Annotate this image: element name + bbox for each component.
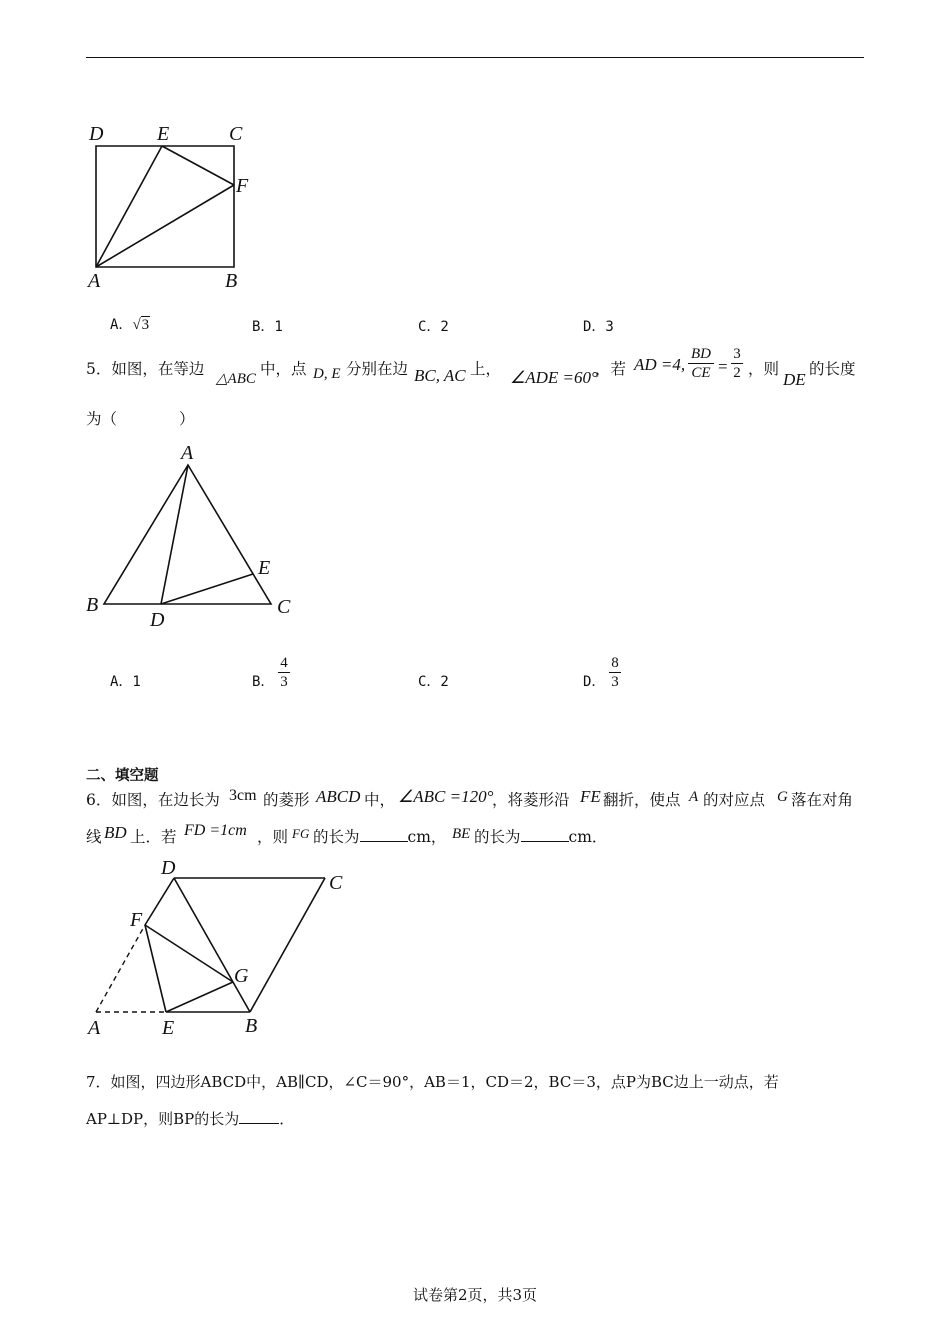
q5-ad-expr: AD =4, (634, 355, 686, 374)
q6-fe: FE (580, 787, 601, 806)
q6-fd-expr: FD =1cm (184, 822, 247, 839)
label-a: A (88, 1017, 101, 1039)
q6-text-7: 上．若 (130, 828, 177, 846)
label-e: E (157, 123, 170, 145)
q6-fg-blank[interactable] (360, 827, 408, 842)
label-a: A (181, 442, 194, 464)
q5-tri-abc: △ABC (216, 371, 256, 387)
q6-g: G (777, 789, 788, 805)
rect-abcd (96, 146, 234, 267)
q5-text-zhong: 中，点 (260, 360, 307, 378)
q4-option-a: A．√3 (110, 317, 150, 333)
q6-angle: ∠ABC =120° (398, 787, 494, 806)
figure-rhombus (82, 852, 352, 1042)
seg-fe (145, 925, 166, 1012)
q6-text-6: 落在对角 (791, 791, 854, 809)
seg-cb (250, 878, 325, 1012)
label-e: E (258, 557, 271, 579)
q5-de-var: DE (783, 370, 806, 389)
q5-text-ze: ，则 (748, 360, 780, 378)
q5-equals: = (718, 357, 728, 376)
figure-equilateral-triangle (80, 440, 310, 630)
q5-text-fenbie: 分别在边 (346, 360, 409, 378)
label-d: D (161, 857, 176, 879)
figure-rectangle (80, 118, 270, 298)
q5-fraction-3-2: 3 2 (731, 346, 743, 381)
label-c: C (229, 123, 243, 145)
q6-a: A (689, 789, 699, 805)
q6-be: BE (452, 826, 471, 842)
label-d: D (150, 609, 165, 630)
q7-line2: AP⊥DP，则BP的长为 ． (86, 1110, 295, 1128)
q5-text-ruo: ，若 (595, 360, 627, 378)
q5-option-c: C．2 (418, 674, 449, 690)
q6-text-4: 翻折，使点 (603, 791, 681, 809)
q5-angle-expr: ∠ADE =60° (510, 368, 598, 387)
q5-sides: BC, AC (414, 366, 466, 385)
header-rule (86, 57, 864, 58)
q6-fg: FG (292, 826, 310, 841)
q5-line2: 为（ ） (86, 410, 195, 428)
seg-af (96, 185, 234, 267)
label-b: B (225, 270, 238, 292)
q5-option-a: A．1 (110, 674, 141, 690)
q6-side-len: 3cm (229, 787, 257, 804)
page-footer: 试卷第2页，共3页 (412, 1286, 538, 1304)
q6-abcd: ABCD (316, 787, 361, 806)
seg-df (145, 878, 174, 925)
q4-option-a-radicand: 3 (141, 317, 150, 333)
q5-option-d: D． (583, 674, 606, 690)
q5-text-tail: 的长度 (809, 360, 856, 378)
label-f: F (236, 175, 249, 197)
triangle-abc (104, 465, 271, 604)
label-g: G (234, 965, 249, 987)
label-c: C (329, 872, 343, 894)
seg-ge (166, 982, 233, 1012)
label-d: D (89, 123, 104, 145)
q6-lead: 6．如图，在边长为 (86, 791, 220, 809)
q4-option-b: B．1 (252, 319, 283, 335)
q5-option-d-fraction: 8 3 (609, 655, 621, 690)
q6-be-blank[interactable] (521, 827, 569, 842)
q5-option-b: B． (252, 674, 275, 690)
seg-af-dashed (96, 925, 145, 1012)
q6-be-answer: 的长为 cm． (474, 828, 608, 846)
q5-points-de: D, E (313, 366, 341, 382)
q6-text-1: 的菱形 (263, 791, 310, 809)
q5-option-b-fraction: 4 3 (278, 655, 290, 690)
q6-fg-answer: 的长为 cm， (313, 828, 447, 846)
label-b: B (86, 594, 99, 616)
seg-de (161, 574, 253, 604)
seg-ef (162, 146, 234, 185)
q6-text-3: ，将菱形沿 (492, 791, 570, 809)
q4-option-d: D．3 (583, 319, 614, 335)
q7-line1: 7．如图，四边形ABCD中，AB∥CD，∠C＝90°，AB＝1，CD＝2，BC＝3，点P为BC边上一动点，若 (86, 1073, 779, 1091)
section-title-fill-in: 二、填空题 (86, 768, 159, 784)
q6-text-2: 中， (364, 791, 396, 809)
q6-text-line2-lead: 线 (86, 828, 102, 846)
label-a: A (88, 270, 101, 292)
q6-text-5: 的对应点 (703, 791, 766, 809)
label-c: C (277, 596, 291, 618)
label-e: E (162, 1017, 175, 1039)
q5-text-shang: 上， (470, 360, 502, 378)
label-b: B (245, 1015, 258, 1037)
q7-bp-blank[interactable] (239, 1109, 279, 1124)
q5-text: 5．如图，在等边 (86, 360, 205, 378)
seg-ae (96, 146, 162, 267)
q6-bd: BD (104, 823, 127, 842)
q5-fraction-bd-ce: BD CE (688, 346, 714, 381)
seg-fg (145, 925, 233, 982)
label-f: F (130, 909, 143, 931)
q6-text-8: ，则 (257, 828, 289, 846)
q4-option-c: C．2 (418, 319, 449, 335)
